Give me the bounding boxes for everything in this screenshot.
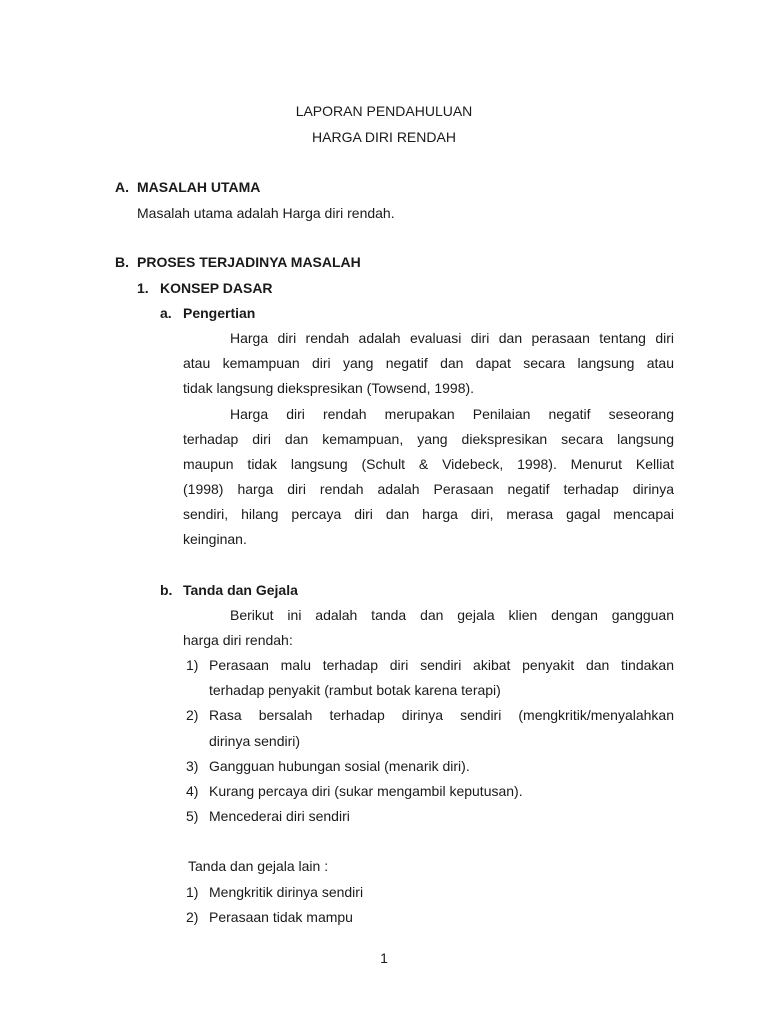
section-a-text: Masalah utama adalah Harga diri rendah. bbox=[137, 205, 395, 221]
paragraph-line: terhadap diri dan kemampuan, yang diekspresikan secara langsung bbox=[183, 431, 674, 447]
list-number: 1) bbox=[186, 657, 199, 673]
subsection-a-heading: Pengertian bbox=[183, 305, 256, 321]
paragraph-line: atau kemampuan diri yang negatif dan dapat secara langsung atau bbox=[183, 355, 674, 371]
paragraph-line: maupun tidak langsung (Schult & Videbeck, 1998). Menurut Kelliat bbox=[183, 456, 674, 472]
section-b-heading: PROSES TERJADINYA MASALAH bbox=[137, 254, 361, 270]
paragraph-line: sendiri, hilang percaya diri dan harga diri, merasa gagal mencapai bbox=[183, 506, 674, 522]
paragraph-line: Harga diri rendah merupakan Penilaian negatif seseorang bbox=[230, 406, 674, 422]
list-number: 2) bbox=[186, 909, 199, 925]
paragraph-line: tidak langsung diekspresikan (Towsend, 1998). bbox=[183, 380, 475, 396]
section-a-heading: MASALAH UTAMA bbox=[137, 179, 261, 195]
subsection-a-marker: a. bbox=[160, 305, 172, 321]
list-item: Rasa bersalah terhadap dirinya sendiri (mengkritik/menyalahkan bbox=[209, 707, 674, 723]
list-item: Perasaan tidak mampu bbox=[209, 909, 353, 925]
list-item: Mencederai diri sendiri bbox=[209, 808, 350, 824]
document-title: LAPORAN PENDAHULUAN bbox=[295, 103, 473, 119]
paragraph-line: Harga diri rendah adalah evaluasi diri dan perasaan tentang diri bbox=[230, 330, 674, 346]
paragraph-line: (1998) harga diri rendah adalah Perasaan negatif terhadap dirinya bbox=[183, 481, 674, 497]
list-number: 1) bbox=[186, 884, 199, 900]
list-item: dirinya sendiri) bbox=[209, 733, 301, 749]
list-item: terhadap penyakit (rambut botak karena terapi) bbox=[209, 682, 501, 698]
paragraph-line: keinginan. bbox=[183, 531, 247, 547]
other-signs-heading: Tanda dan gejala lain : bbox=[188, 858, 329, 874]
list-item: Kurang percaya diri (sukar mengambil keputusan). bbox=[209, 783, 523, 799]
subsection-1-marker: 1. bbox=[137, 280, 149, 296]
section-a-marker: A. bbox=[115, 179, 129, 195]
document-subtitle: HARGA DIRI RENDAH bbox=[312, 129, 456, 145]
subsection-1-heading: KONSEP DASAR bbox=[160, 280, 273, 296]
subsection-b-heading: Tanda dan Gejala bbox=[183, 582, 298, 598]
list-item: Mengkritik dirinya sendiri bbox=[209, 884, 364, 900]
paragraph-line: Berikut ini adalah tanda dan gejala klien dengan gangguan bbox=[230, 607, 674, 623]
list-item: Perasaan malu terhadap diri sendiri akibat penyakit dan tindakan bbox=[209, 657, 674, 673]
list-number: 5) bbox=[186, 808, 199, 824]
page-number: 1 bbox=[380, 950, 388, 966]
subsection-b-marker: b. bbox=[160, 582, 173, 598]
list-number: 2) bbox=[186, 707, 199, 723]
list-number: 3) bbox=[186, 758, 199, 774]
paragraph-line: harga diri rendah: bbox=[183, 632, 293, 648]
list-item: Gangguan hubungan sosial (menarik diri). bbox=[209, 758, 470, 774]
list-number: 4) bbox=[186, 783, 199, 799]
section-b-marker: B. bbox=[115, 254, 129, 270]
